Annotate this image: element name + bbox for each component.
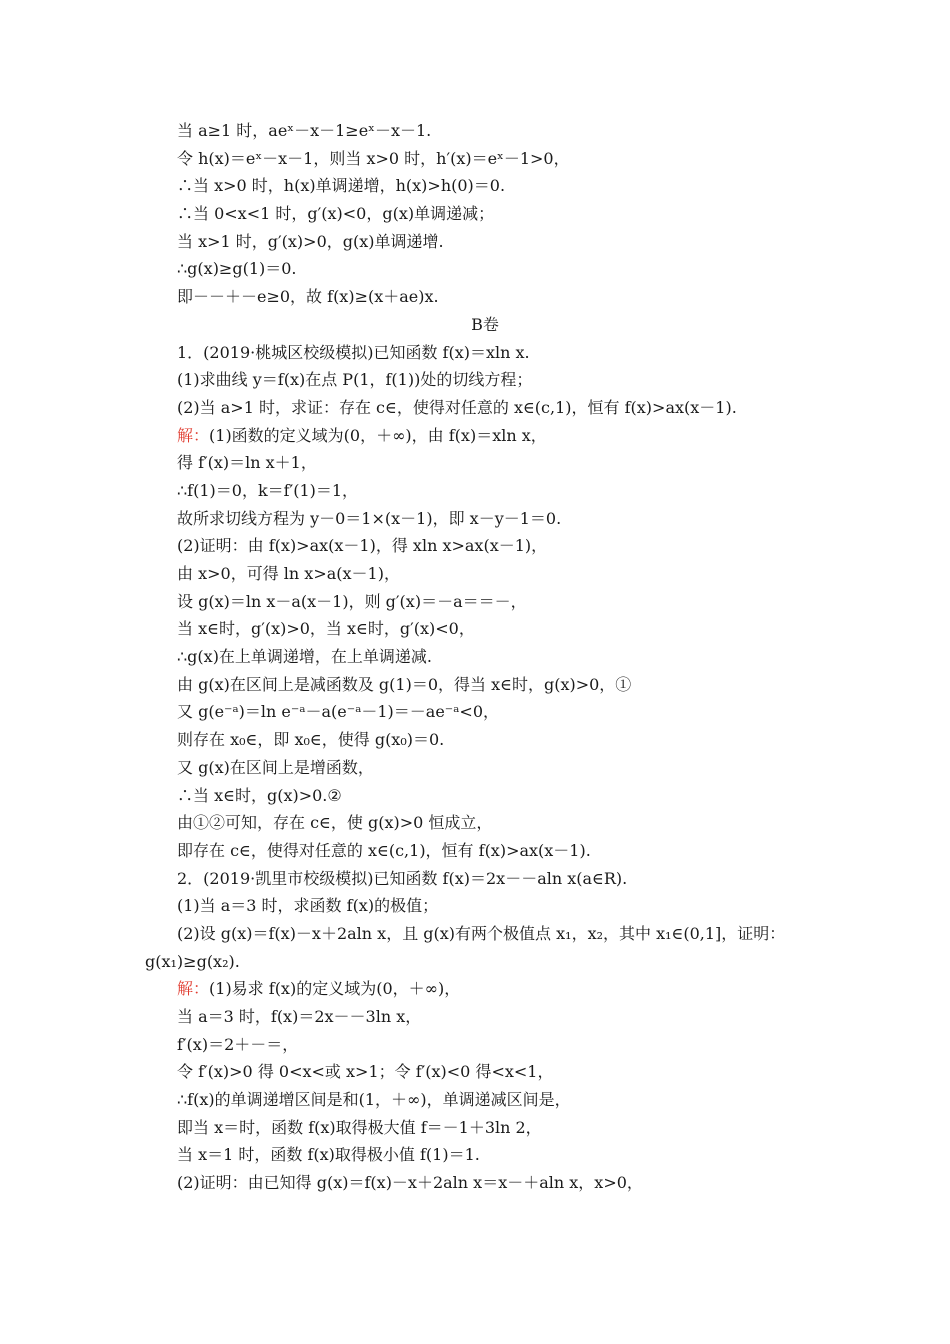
text-line: 设 g(x)＝ln x－a(x－1)，则 g′(x)＝－a＝＝－， (177, 591, 527, 611)
text-line: ∴当 x∈时，g(x)>0.② (177, 785, 342, 805)
text-line: ∴f(x)的单调递增区间是和(1，＋∞)，单调递减区间是， (177, 1090, 571, 1110)
text-line: ∴g(x)在上单调递增，在上单调递减. (177, 647, 433, 667)
text-line: 即当 x＝时，函数 f(x)取得极大值 f＝－1＋3ln 2， (177, 1117, 542, 1137)
solution-label: 解： (177, 425, 210, 445)
solution-line (145, 422, 825, 450)
solution-line (145, 975, 825, 1003)
text-line: ∴当 0<x<1 时，g′(x)<0，g(x)单调递减； (177, 204, 495, 224)
text-line: (2)设 g(x)＝f(x)－x＋2aln x，且 g(x)有两个极值点 x₁，x₂，其中 x₁∈(0,1]，证明： (177, 923, 786, 943)
text-line: ∴g(x)≥g(1)＝0. (177, 259, 297, 279)
solution-label: 解： (177, 979, 210, 999)
text-line: 则存在 x₀∈，即 x₀∈，使得 g(x₀)＝0. (177, 730, 445, 750)
text-line: 令 f′(x)>0 得 0<x<或 x>1；令 f′(x)<0 得<x<1， (177, 1062, 554, 1082)
text-line: (1)当 a＝3 时，求函数 f(x)的极值； (177, 896, 439, 916)
problem-statement: 1．(2019·桃城区校级模拟)已知函数 f(x)＝xln x. (177, 342, 530, 362)
text-line: (2)当 a>1 时，求证：存在 c∈，使得对任意的 x∈(c,1)，恒有 f(x)>ax(x－1). (177, 397, 737, 417)
text-line: 又 g(x)在区间上是增函数， (177, 757, 374, 777)
text-line: (2)证明：由已知得 g(x)＝f(x)－x＋2aln x＝x－＋aln x，x>0， (177, 1173, 643, 1193)
text-line: 故所求切线方程为 y－0＝1×(x－1)，即 x－y－1＝0. (177, 508, 562, 528)
text-line: 由 x>0，可得 ln x>a(x－1)， (177, 564, 400, 583)
text-line: 当 a≥1 时，aeˣ－x－1≥eˣ－x－1. (177, 121, 432, 140)
text-line: g(x₁)≥g(x₂). (145, 951, 240, 971)
text-line: 得 f′(x)＝ln x＋1， (177, 453, 317, 473)
text-line: 又 g(e⁻ᵃ)＝ln e⁻ᵃ－a(e⁻ᵃ－1)＝－ae⁻ᵃ<0， (177, 702, 499, 722)
section-heading: B卷 (471, 314, 499, 334)
text-line: ∴当 x>0 时，h(x)单调递增，h(x)>h(0)＝0. (177, 176, 506, 196)
text-line: 当 x∈时，g′(x)>0，当 x∈时，g′(x)<0， (177, 619, 475, 639)
text-line: (1)求曲线 y＝f(x)在点 P(1，f(1))处的切线方程； (177, 370, 533, 390)
text-line: (2)证明：由 f(x)>ax(x－1)，得 xln x>ax(x－1)， (177, 536, 548, 556)
problem-statement: 2．(2019·凯里市校级模拟)已知函数 f(x)＝2x－－aln x(a∈R). (177, 868, 628, 888)
text-line: 即存在 c∈，使得对任意的 x∈(c,1)，恒有 f(x)>ax(x－1). (177, 840, 591, 860)
solution-text: (1)函数的定义域为(0，＋∞)，由 f(x)＝xln x， (209, 425, 547, 445)
text-line: 当 a＝3 时，f(x)＝2x－－3ln x， (177, 1007, 422, 1026)
text-line: 当 x＝1 时，函数 f(x)取得极小值 f(1)＝1. (177, 1145, 480, 1165)
text-line: 当 x>1 时，g′(x)>0，g(x)单调递增. (177, 231, 444, 251)
text-line: ∴f(1)＝0，k＝f′(1)＝1， (177, 480, 359, 500)
text-line: 由①②可知，存在 c∈，使 g(x)>0 恒成立， (177, 813, 493, 833)
solution-text: (1)易求 f(x)的定义域为(0，＋∞)， (209, 979, 461, 999)
text-line: 即－－＋－e≥0，故 f(x)≥(x＋ae)x. (177, 287, 439, 307)
text-line: 令 h(x)＝eˣ－x－1，则当 x>0 时，h′(x)＝eˣ－1>0， (177, 148, 570, 168)
text-line: f′(x)＝2＋－＝， (177, 1034, 299, 1054)
text-line: 由 g(x)在区间上是减函数及 g(1)＝0，得当 x∈时，g(x)>0，① (177, 674, 632, 694)
text-body (145, 117, 825, 1197)
